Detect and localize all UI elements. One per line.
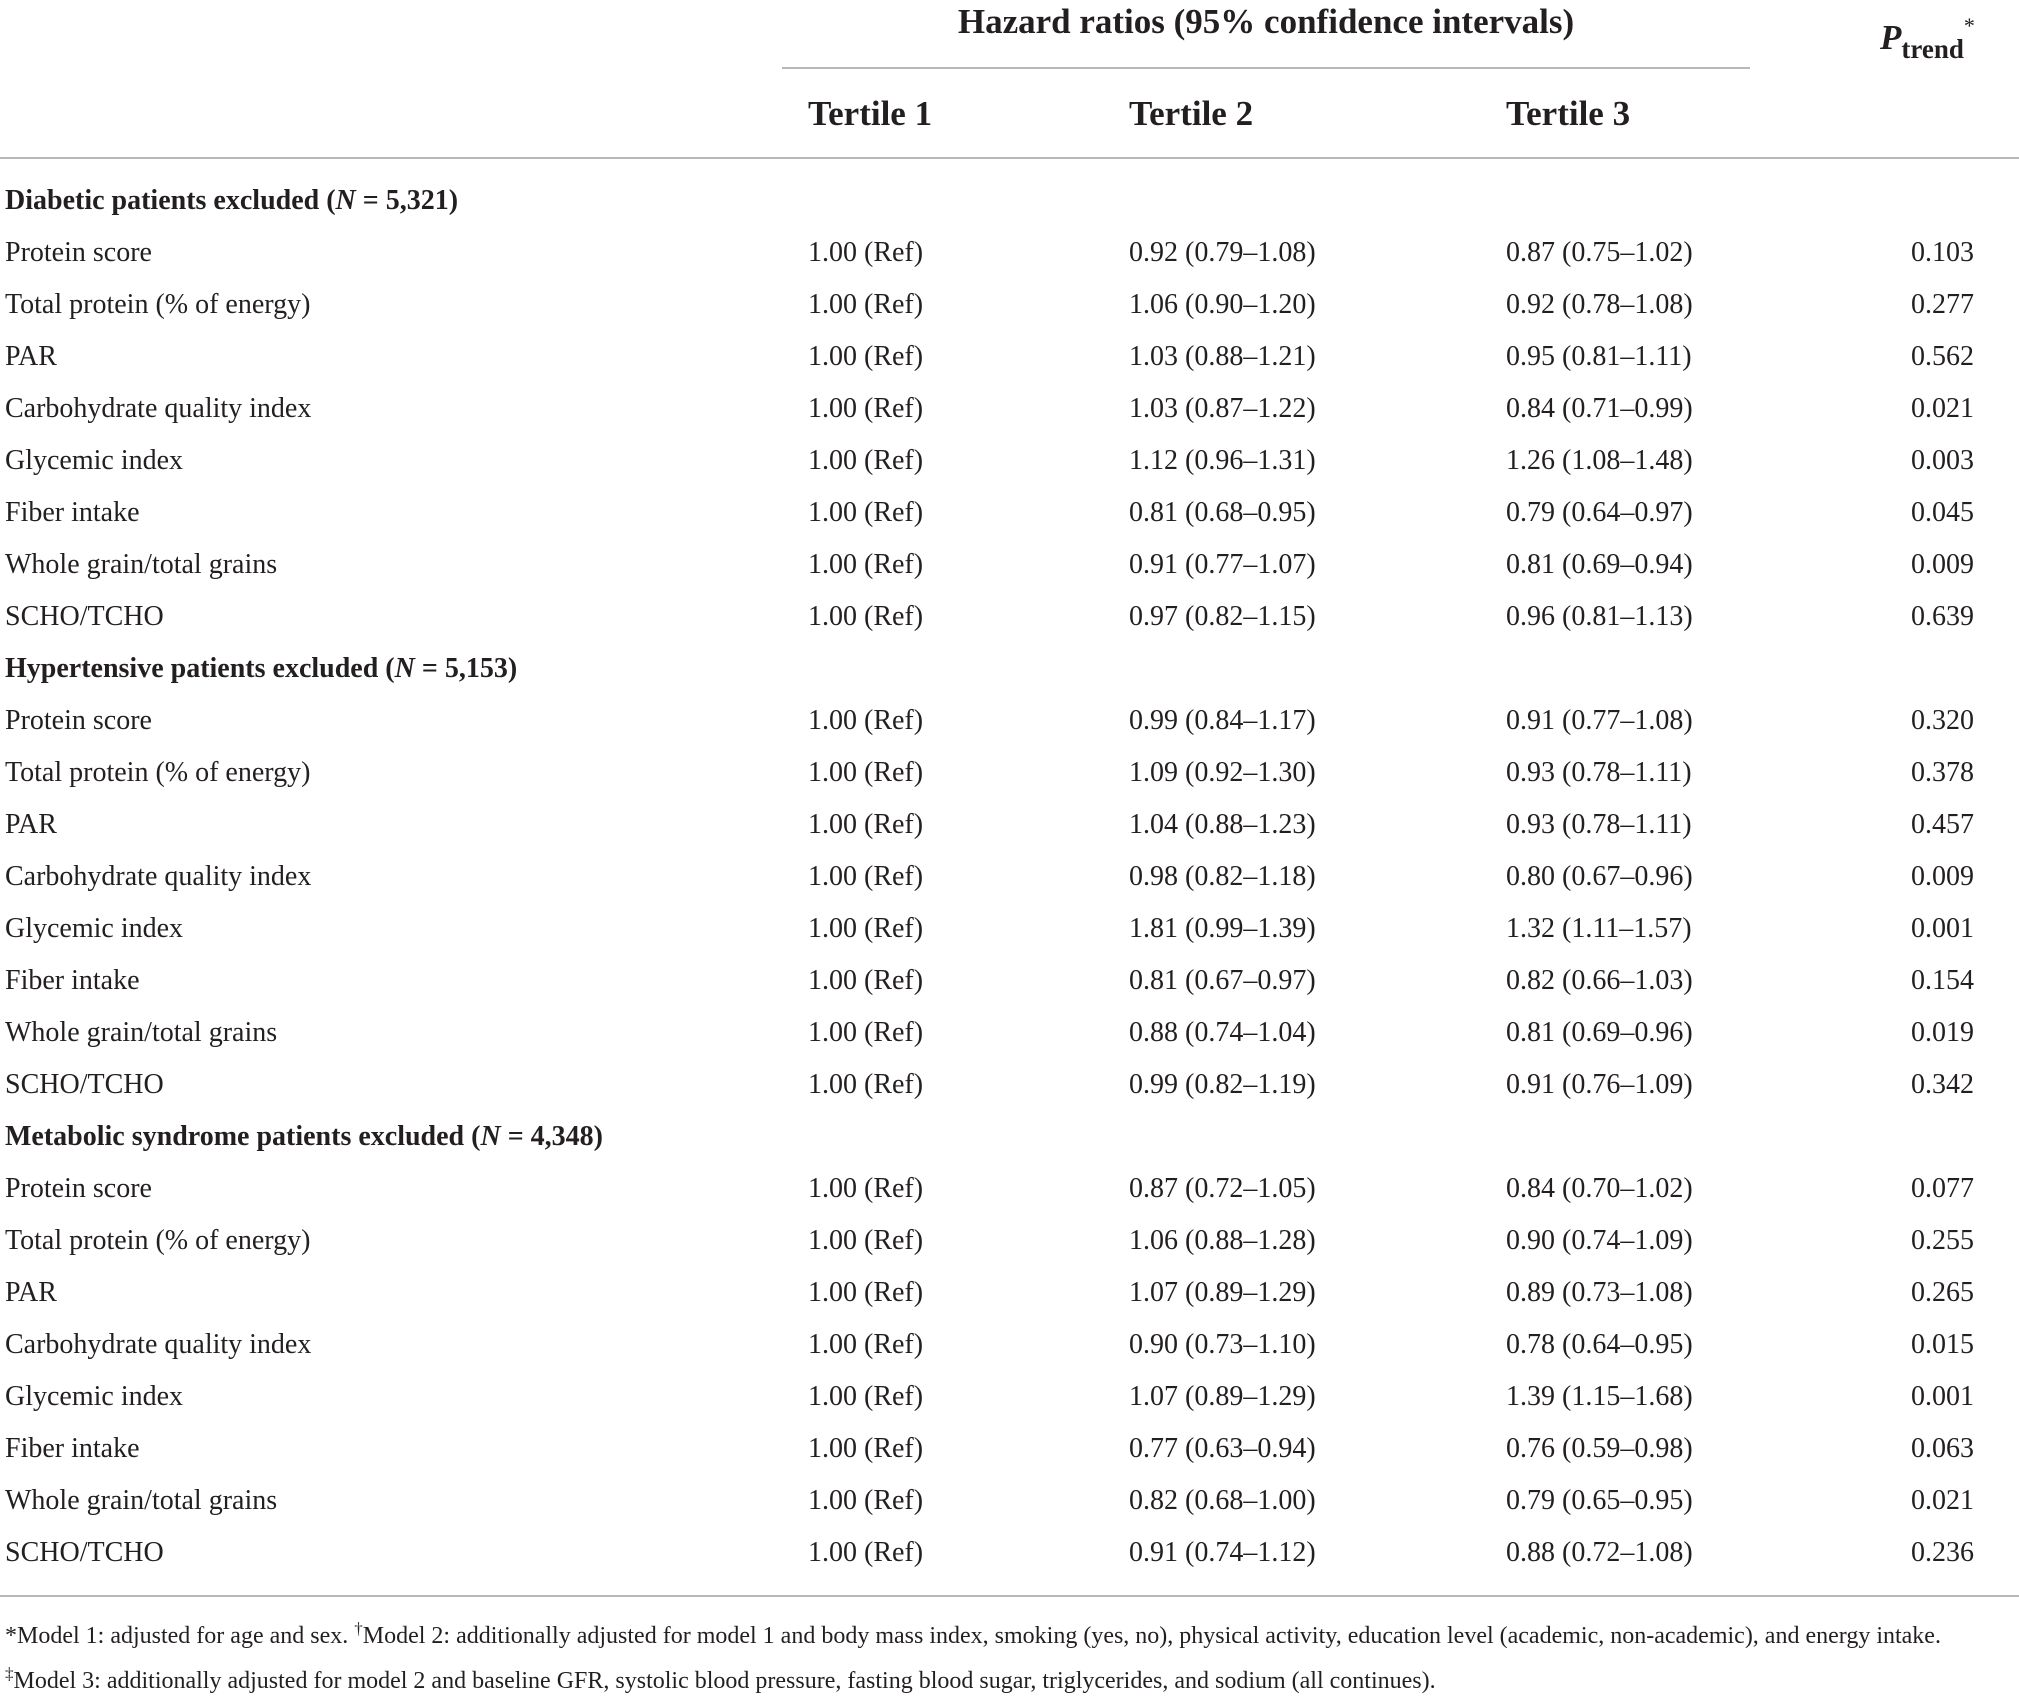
hazard-ratios-header: Hazard ratios (95% confidence intervals) [957,2,1575,41]
ptrend-value: 0.255 [1911,1225,1974,1256]
table-row [0,1527,2019,1579]
row-label: Total protein (% of energy) [5,757,311,788]
tertile-1-value: 1.00 (Ref) [808,1381,924,1412]
tertile-2-value: 0.91 (0.77–1.07) [1129,549,1316,580]
row-label: Whole grain/total grains [5,549,278,580]
tertile-3-value: 0.88 (0.72–1.08) [1506,1537,1693,1568]
table-row [0,1059,2019,1111]
ptrend-value: 0.001 [1911,913,1974,944]
tertile-1-value: 1.00 (Ref) [808,757,924,788]
tertile-1-value: 1.00 (Ref) [808,1017,924,1048]
tertile-2-value: 1.06 (0.88–1.28) [1129,1225,1316,1256]
tertile-3-value: 0.81 (0.69–0.96) [1506,1017,1693,1048]
row-label: Fiber intake [5,497,140,528]
tertile-1-value: 1.00 (Ref) [808,1225,924,1256]
tertile-2-value: 0.97 (0.82–1.15) [1129,601,1316,632]
header-bottom-rule [0,157,2019,159]
ptrend-value: 0.236 [1911,1537,1974,1568]
row-label: Protein score [5,237,152,268]
table-row [0,1319,2019,1371]
tertile-1-value: 1.00 (Ref) [808,1433,924,1464]
table-row [0,903,2019,955]
section-n-value: = 4,348) [500,1121,603,1152]
tertile-3-header: Tertile 3 [1506,94,1631,133]
tertile-2-value: 0.81 (0.67–0.97) [1129,965,1316,996]
ptrend-value: 0.021 [1911,1485,1974,1516]
table-row [0,1267,2019,1319]
tertile-2-value: 1.06 (0.90–1.20) [1129,289,1316,320]
ptrend-value: 0.063 [1911,1433,1974,1464]
tertile-1-value: 1.00 (Ref) [808,601,924,632]
row-label: Fiber intake [5,1433,140,1464]
section-title [5,175,458,227]
row-label: SCHO/TCHO [5,601,164,632]
ptrend-value: 0.103 [1911,237,1974,268]
tertile-2-value: 0.87 (0.72–1.05) [1129,1173,1316,1204]
tertile-1-value: 1.00 (Ref) [808,1173,924,1204]
row-label: Whole grain/total grains [5,1017,278,1048]
section-title [5,643,517,695]
ptrend-value: 0.015 [1911,1329,1974,1360]
table-row [0,1423,2019,1475]
table-row [0,955,2019,1007]
tertile-2-value: 0.77 (0.63–0.94) [1129,1433,1316,1464]
ptrend-value: 0.003 [1911,445,1974,476]
tertile-3-value: 0.80 (0.67–0.96) [1506,861,1693,892]
table-row [0,279,2019,331]
tertile-3-value: 0.95 (0.81–1.11) [1506,341,1692,372]
tertile-3-value: 0.93 (0.78–1.11) [1506,757,1692,788]
table-row [0,435,2019,487]
table-row [0,1007,2019,1059]
tertile-3-value: 0.87 (0.75–1.02) [1506,237,1693,268]
row-label: Protein score [5,1173,152,1204]
header-group-rule [782,67,1750,69]
ptrend-sub: trend [1901,34,1964,64]
tertile-2-value: 1.07 (0.89–1.29) [1129,1381,1316,1412]
row-label: PAR [5,809,57,840]
section-title-text: Metabolic syndrome patients excluded ( [5,1121,481,1152]
ptrend-value: 0.009 [1911,861,1974,892]
tertile-1-value: 1.00 (Ref) [808,497,924,528]
row-label: Total protein (% of energy) [5,289,311,320]
tertile-1-value: 1.00 (Ref) [808,913,924,944]
tertile-2-value: 1.12 (0.96–1.31) [1129,445,1316,476]
tertile-2-value: 0.82 (0.68–1.00) [1129,1485,1316,1516]
row-label: Carbohydrate quality index [5,1329,312,1360]
footnote-mark-1: * [5,1623,17,1649]
tertile-2-header: Tertile 2 [1129,94,1254,133]
table-row [0,695,2019,747]
tertile-2-value: 1.03 (0.87–1.22) [1129,393,1316,424]
table-row [0,539,2019,591]
tertile-2-value: 1.04 (0.88–1.23) [1129,809,1316,840]
tertile-3-value: 0.93 (0.78–1.11) [1506,809,1692,840]
row-label: SCHO/TCHO [5,1069,164,1100]
ptrend-header [1880,0,2019,75]
table-row [0,1475,2019,1527]
tertile-2-value: 0.98 (0.82–1.18) [1129,861,1316,892]
tertile-1-value: 1.00 (Ref) [808,237,924,268]
tertile-1-header: Tertile 1 [808,94,933,133]
section-n-symbol: N [394,653,415,684]
table-row [0,331,2019,383]
ptrend-value: 0.009 [1911,549,1974,580]
tertile-3-value: 1.26 (1.08–1.48) [1506,445,1693,476]
tertile-1-value: 1.00 (Ref) [808,393,924,424]
tertile-1-value: 1.00 (Ref) [808,809,924,840]
tertile-3-value: 0.91 (0.76–1.09) [1506,1069,1693,1100]
tertile-1-value: 1.00 (Ref) [808,549,924,580]
table-row [0,1371,2019,1423]
footnote-mark-3: ‡ [5,1664,14,1683]
ptrend-value: 0.378 [1911,757,1974,788]
footnote-model-1: Model 1: adjusted for age and sex. [17,1623,355,1649]
row-label: Total protein (% of energy) [5,1225,311,1256]
ptrend-value: 0.457 [1911,809,1974,840]
ptrend-value: 0.021 [1911,393,1974,424]
ptrend-value: 0.277 [1911,289,1974,320]
tertile-3-value: 0.91 (0.77–1.08) [1506,705,1693,736]
tertile-2-value: 0.90 (0.73–1.10) [1129,1329,1316,1360]
row-label: Glycemic index [5,445,184,476]
ptrend-value: 0.562 [1911,341,1974,372]
tertile-1-value: 1.00 (Ref) [808,965,924,996]
table-row [0,851,2019,903]
ptrend-value: 0.077 [1911,1173,1974,1204]
tertile-3-value: 0.79 (0.65–0.95) [1506,1485,1693,1516]
row-label: PAR [5,1277,57,1308]
tertile-1-value: 1.00 (Ref) [808,445,924,476]
tertile-3-value: 0.84 (0.71–0.99) [1506,393,1693,424]
tertile-1-value: 1.00 (Ref) [808,705,924,736]
tertile-3-value: 1.39 (1.15–1.68) [1506,1381,1693,1412]
footnote-model-3: Model 3: additionally adjusted for model 2 and baseline GFR, systolic blood pressure, fasting blood sugar, triglycerides, and sodium (all continues). [13,1668,1436,1694]
tertile-3-value: 0.81 (0.69–0.94) [1506,549,1693,580]
row-label: Carbohydrate quality index [5,861,312,892]
table-footnote [5,1610,2015,1700]
ptrend-sup: * [1963,13,1975,38]
tertile-1-value: 1.00 (Ref) [808,1537,924,1568]
tertile-3-value: 0.79 (0.64–0.97) [1506,497,1693,528]
tertile-2-value: 0.99 (0.84–1.17) [1129,705,1316,736]
tertile-1-value: 1.00 (Ref) [808,1485,924,1516]
ptrend-value: 0.019 [1911,1017,1974,1048]
tertile-2-value: 0.81 (0.68–0.95) [1129,497,1316,528]
tertile-1-value: 1.00 (Ref) [808,1277,924,1308]
table-row [0,227,2019,279]
tertile-3-value: 0.89 (0.73–1.08) [1506,1277,1693,1308]
table-row [0,383,2019,435]
tertile-2-value: 0.99 (0.82–1.19) [1129,1069,1316,1100]
tertile-3-value: 0.84 (0.70–1.02) [1506,1173,1693,1204]
tertile-3-value: 0.96 (0.81–1.13) [1506,601,1693,632]
tertile-1-value: 1.00 (Ref) [808,289,924,320]
row-label: Carbohydrate quality index [5,393,312,424]
ptrend-value: 0.320 [1911,705,1974,736]
tertile-1-value: 1.00 (Ref) [808,1329,924,1360]
tertile-3-value: 0.76 (0.59–0.98) [1506,1433,1693,1464]
tertile-2-value: 1.81 (0.99–1.39) [1129,913,1316,944]
section-n-symbol: N [480,1121,501,1152]
row-label: PAR [5,341,57,372]
tertile-2-value: 0.88 (0.74–1.04) [1129,1017,1316,1048]
tertile-2-value: 0.92 (0.79–1.08) [1129,237,1316,268]
tertile-2-value: 1.03 (0.88–1.21) [1129,341,1316,372]
tertile-1-value: 1.00 (Ref) [808,1069,924,1100]
row-label: Protein score [5,705,152,736]
tertile-2-value: 0.91 (0.74–1.12) [1129,1537,1316,1568]
ptrend-main: P [1880,18,1902,57]
section-title-text: Diabetic patients excluded ( [5,185,336,216]
section-title-text: Hypertensive patients excluded ( [5,653,395,684]
tertile-3-value: 0.78 (0.64–0.95) [1506,1329,1693,1360]
tertile-3-value: 0.92 (0.78–1.08) [1506,289,1693,320]
tertile-3-value: 1.32 (1.11–1.57) [1506,913,1692,944]
tertile-1-value: 1.00 (Ref) [808,861,924,892]
section-title [5,1111,603,1163]
section-n-symbol: N [335,185,356,216]
table-row [0,747,2019,799]
tertile-3-value: 0.90 (0.74–1.09) [1506,1225,1693,1256]
ptrend-value: 0.639 [1911,601,1974,632]
row-label: Glycemic index [5,1381,184,1412]
footnote-model-2: Model 2: additionally adjusted for model 1 and body mass index, smoking (yes, no), physical activity, education level (academic, non-academic), and energy intake. [362,1623,1941,1649]
footnote-mark-2: † [354,1619,363,1638]
table-row [0,1163,2019,1215]
ptrend-value: 0.154 [1911,965,1974,996]
ptrend-value: 0.265 [1911,1277,1974,1308]
section-n-value: = 5,153) [414,653,518,684]
table-row [0,487,2019,539]
section-n-value: = 5,321) [355,185,459,216]
table-bottom-rule [0,1595,2019,1597]
tertile-2-value: 1.09 (0.92–1.30) [1129,757,1316,788]
ptrend-value: 0.001 [1911,1381,1974,1412]
row-label: Whole grain/total grains [5,1485,278,1516]
table-row [0,1215,2019,1267]
row-label: SCHO/TCHO [5,1537,164,1568]
tertile-2-value: 1.07 (0.89–1.29) [1129,1277,1316,1308]
tertile-1-value: 1.00 (Ref) [808,341,924,372]
ptrend-value: 0.342 [1911,1069,1974,1100]
ptrend-value: 0.045 [1911,497,1974,528]
table-row [0,591,2019,643]
tertile-3-value: 0.82 (0.66–1.03) [1506,965,1693,996]
table-row [0,799,2019,851]
row-label: Glycemic index [5,913,184,944]
row-label: Fiber intake [5,965,140,996]
